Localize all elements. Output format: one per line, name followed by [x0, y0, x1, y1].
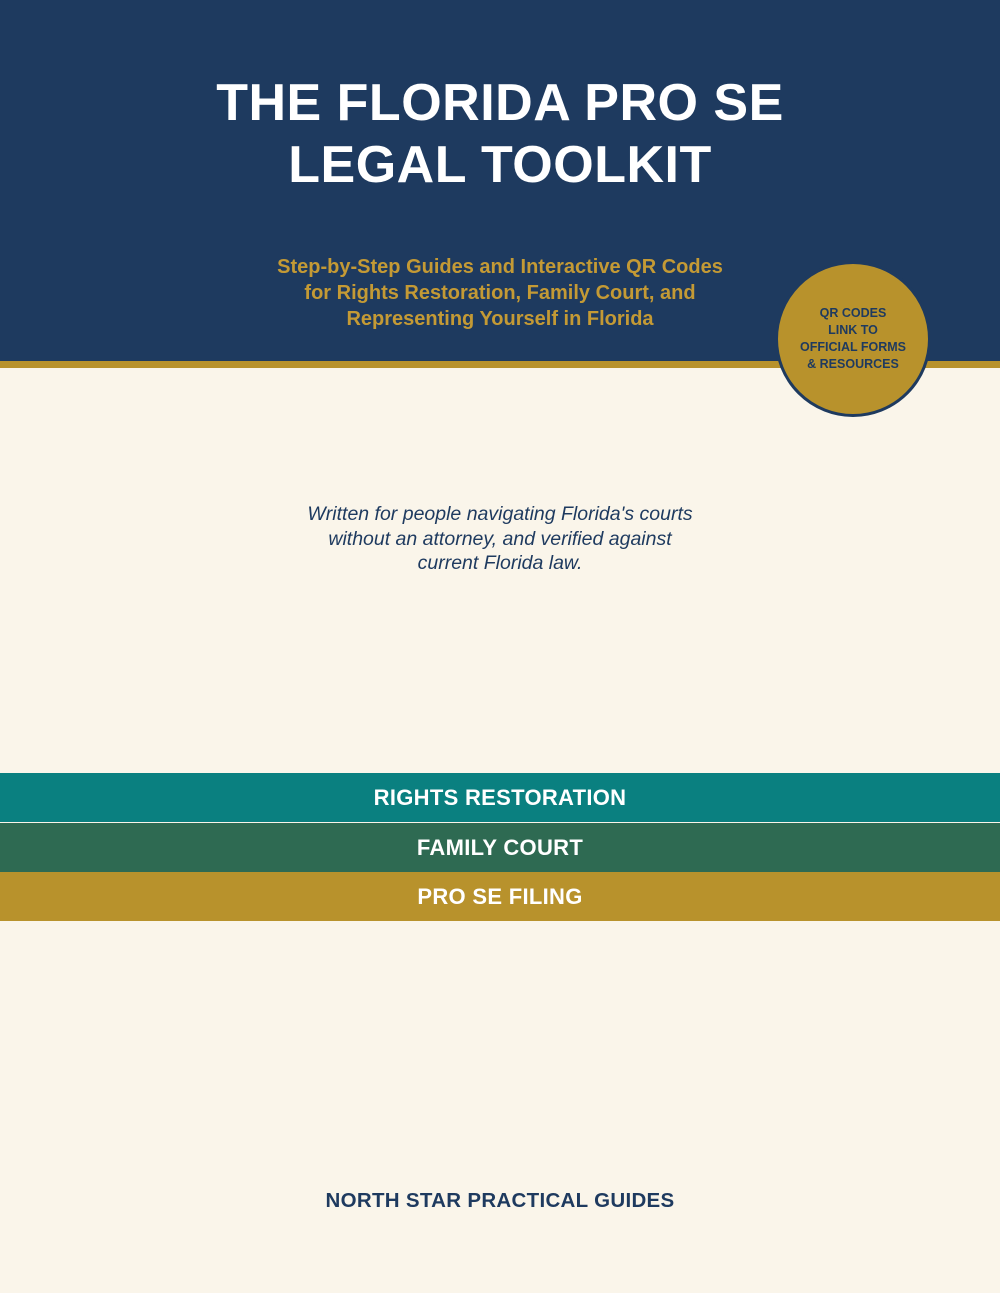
section-label: FAMILY COURT	[416, 834, 584, 860]
section-label: PRO SE FILING	[417, 883, 583, 909]
badge-line-1: QR CODES	[819, 306, 887, 320]
title-line-2: LEGAL TOOLKIT	[288, 136, 712, 194]
badge-line-2: LINK TO	[828, 323, 878, 337]
tagline-line-2: without an attorney, and verified against	[328, 527, 672, 550]
section-stripe-rights-restoration	[0, 773, 1000, 822]
subtitle-line-3: Representing Yourself in Florida	[346, 308, 654, 330]
tagline-line-1: Written for people navigating Florida's courts	[307, 503, 693, 525]
subtitle-line-2: for Rights Restoration, Family Court, and	[304, 282, 696, 304]
section-label: RIGHTS RESTORATION	[373, 784, 627, 810]
section-stripe-pro-se-filing	[0, 872, 1000, 921]
tagline-line-3: current Florida law.	[417, 552, 583, 574]
section-stripe-family-court	[0, 823, 1000, 872]
subtitle-line-1: Step-by-Step Guides and Interactive QR Codes	[277, 256, 723, 278]
cover-tagline	[0, 502, 1000, 576]
badge-line-3: OFFICIAL FORMS	[799, 340, 906, 354]
badge-line-4: & RESOURCES	[807, 357, 899, 371]
qr-codes-badge	[775, 261, 931, 417]
publisher-name: NORTH STAR PRACTICAL GUIDES	[325, 1189, 675, 1212]
title-line-1: THE FLORIDA PRO SE	[216, 74, 784, 132]
book-title	[0, 72, 1000, 196]
